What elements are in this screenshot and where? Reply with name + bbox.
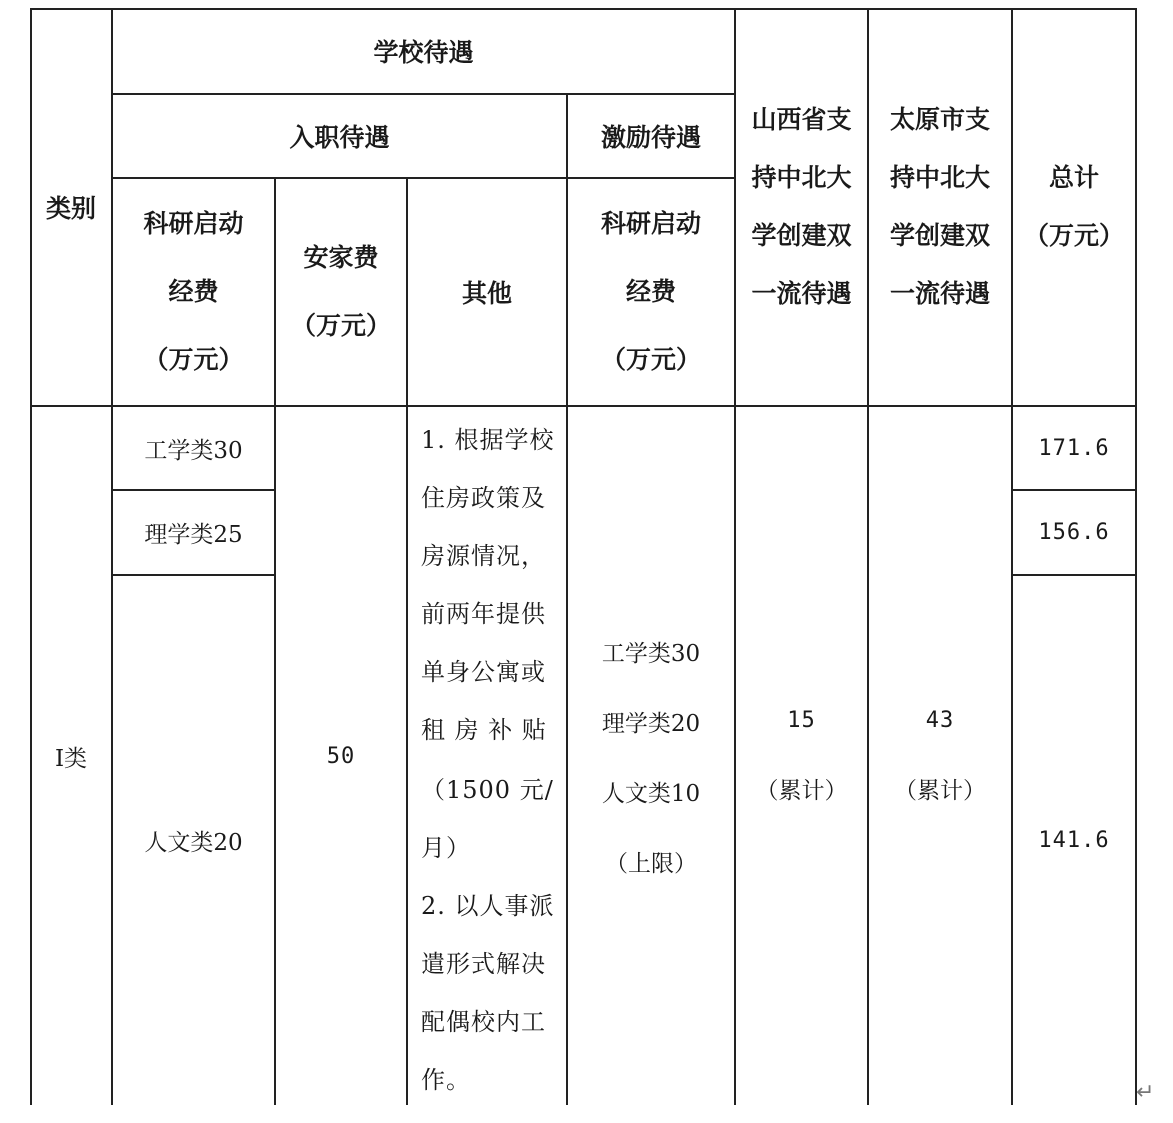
header-incentive-fund-line: （万元） xyxy=(600,345,701,374)
other-line: 住房政策及 xyxy=(421,484,546,512)
research-fund-humanities xyxy=(112,575,275,1106)
other-line: （1500 元/ xyxy=(421,776,554,804)
header-taiyuan-line: 持中北大 xyxy=(889,163,990,192)
header-settle-fee-line: 安家费 xyxy=(303,243,379,272)
research-fund-engineering xyxy=(112,406,275,490)
incentive-line: 理学类20 xyxy=(601,711,701,737)
header-total xyxy=(1012,8,1136,406)
research-fund-engineering-text: 工学类30 xyxy=(144,437,243,464)
header-other xyxy=(407,178,567,406)
header-research-fund-line: 经费 xyxy=(168,277,219,306)
header-taiyuan-line: 学创建双 xyxy=(889,221,990,250)
header-shanxi-line: 一流待遇 xyxy=(751,279,852,308)
header-other-text: 其他 xyxy=(461,279,512,308)
header-incentive-treatment-text: 激励待遇 xyxy=(600,123,701,152)
header-research-fund-line: （万元） xyxy=(143,345,244,374)
header-incentive-fund xyxy=(567,178,735,406)
header-incentive-fund-line: 经费 xyxy=(625,277,676,306)
taiyuan-support-value xyxy=(868,406,1012,1106)
header-incentive-treatment xyxy=(567,94,735,178)
header-school-treatment xyxy=(112,8,735,94)
research-fund-science xyxy=(112,490,275,575)
header-category-text: 类别 xyxy=(45,194,96,223)
header-shanxi-line: 山西省支 xyxy=(751,105,852,134)
header-school-treatment-text: 学校待遇 xyxy=(373,38,474,67)
settle-fee-value-text: 50 xyxy=(326,743,356,769)
other-line: 房源情况， xyxy=(421,542,546,570)
row-category xyxy=(30,406,112,1106)
shanxi-support-value xyxy=(735,406,868,1106)
header-taiyuan-line: 一流待遇 xyxy=(889,279,990,308)
other-line: 前两年提供 xyxy=(421,600,546,628)
other-line: 月） xyxy=(421,834,471,862)
header-total-line: （万元） xyxy=(1023,221,1124,250)
total-science-text: 156.6 xyxy=(1038,520,1110,545)
header-incentive-fund-line: 科研启动 xyxy=(600,209,701,238)
header-entry-treatment-text: 入职待遇 xyxy=(289,123,390,152)
header-total-line: 总计 xyxy=(1048,163,1099,192)
header-shanxi-line: 持中北大 xyxy=(751,163,852,192)
total-engineering xyxy=(1012,406,1136,490)
settle-fee-value xyxy=(275,406,407,1106)
header-entry-treatment xyxy=(112,94,567,178)
total-science xyxy=(1012,490,1136,575)
other-line: 租 房 补 贴 xyxy=(421,716,547,744)
taiyuan-value-note: （累计） xyxy=(894,778,986,804)
incentive-line: 人文类10 xyxy=(601,781,701,807)
taiyuan-value-number: 43 xyxy=(925,708,955,733)
research-fund-science-text: 理学类25 xyxy=(144,522,243,548)
header-category xyxy=(30,8,112,406)
incentive-fund-values xyxy=(567,406,735,1106)
other-line: 作。 xyxy=(421,1066,471,1094)
other-line: 1. 根据学校 xyxy=(421,426,555,454)
header-shanxi-line: 学创建双 xyxy=(751,221,852,250)
shanxi-value-number: 15 xyxy=(787,708,816,733)
shanxi-value-note: （累计） xyxy=(755,778,848,804)
research-fund-humanities-text: 人文类20 xyxy=(144,830,243,856)
header-research-fund xyxy=(112,178,275,406)
incentive-line: （上限） xyxy=(605,851,697,877)
header-settle-fee-line: （万元） xyxy=(290,311,391,340)
header-taiyuan-line: 太原市支 xyxy=(889,105,990,134)
total-humanities-text: 141.6 xyxy=(1038,828,1110,853)
row-category-text: I类 xyxy=(54,745,88,772)
other-line: 配偶校内工 xyxy=(421,1008,546,1036)
header-taiyuan-support xyxy=(868,8,1012,406)
other-line: 单身公寓或 xyxy=(421,658,546,686)
header-settle-fee xyxy=(275,178,407,406)
total-engineering-text: 171.6 xyxy=(1038,435,1110,461)
header-shanxi-support xyxy=(735,8,868,406)
other-line: 遣形式解决 xyxy=(421,950,546,978)
other-line: 2. 以人事派 xyxy=(421,892,555,920)
paragraph-return-mark-icon: ↵ xyxy=(1136,1080,1155,1105)
total-humanities xyxy=(1012,575,1136,1106)
header-research-fund-line: 科研启动 xyxy=(143,209,244,238)
incentive-line: 工学类30 xyxy=(601,641,701,667)
